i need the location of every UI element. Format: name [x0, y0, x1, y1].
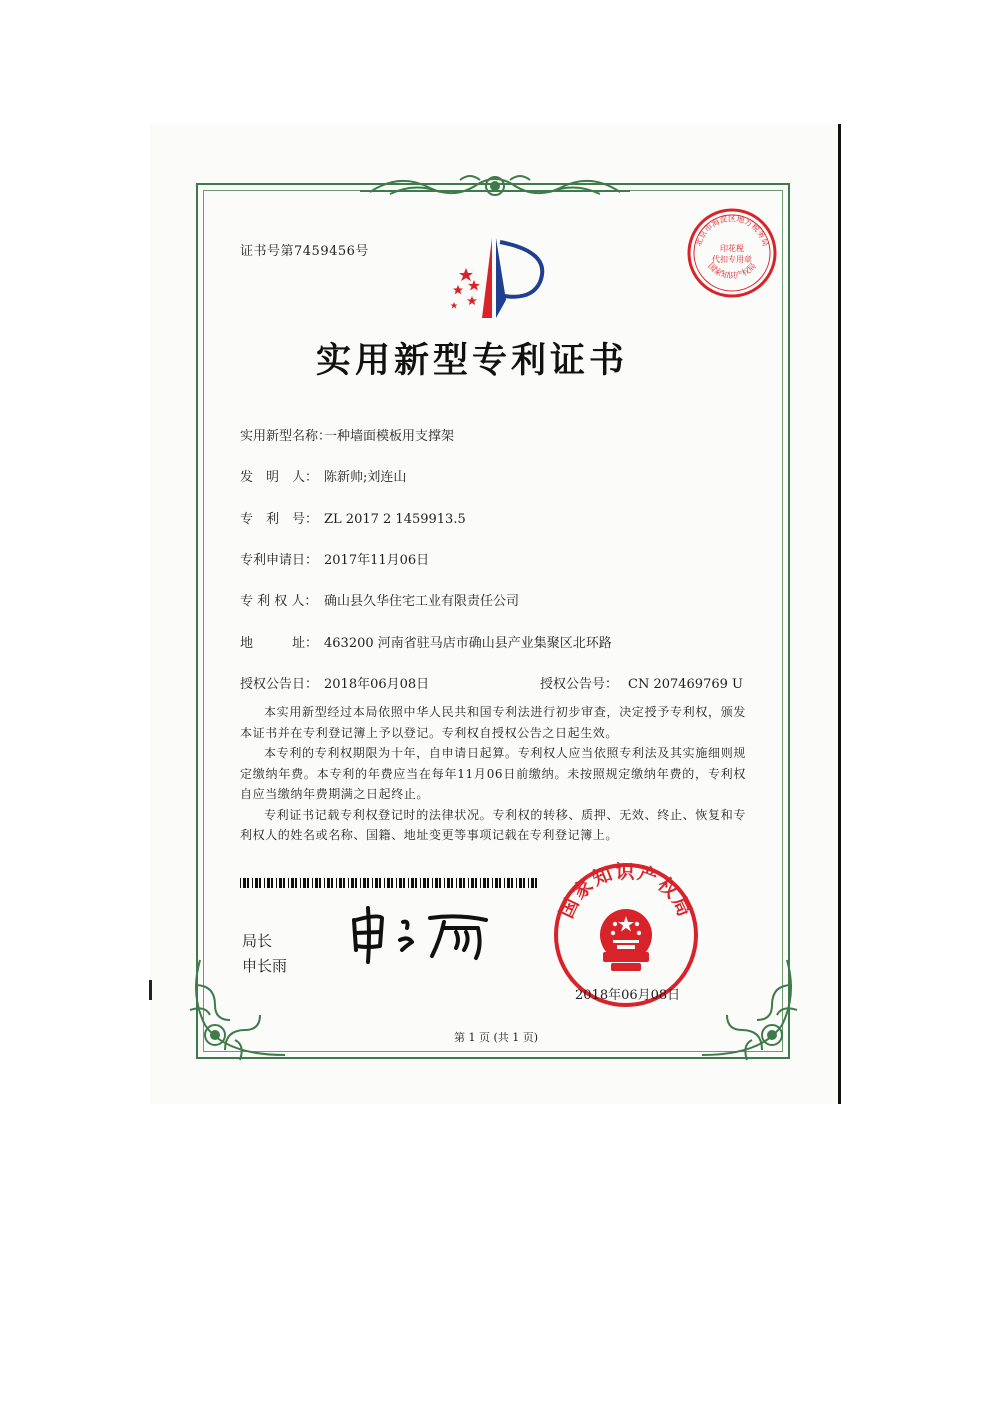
barcode-bar: [312, 878, 313, 888]
barcode-bar: [276, 878, 277, 888]
barcode: [240, 878, 540, 888]
barcode-bar: [267, 878, 270, 888]
barcode-bar: [295, 878, 297, 888]
body-paragraph: 本专利的专利权期限为十年，自申请日起算。专利权人应当依照专利法及其实施细则规定缴纳年费。本专利的年费应当在每年11月06日前缴纳。未按照规定缴纳年费的，专利权自应当缴纳年费期满之日起终止。: [240, 746, 746, 801]
barcode-bar: [435, 878, 438, 888]
field-utility-model-name: 实用新型名称：一种墙面模板用支撑架: [240, 429, 455, 444]
barcode-bar: [271, 878, 273, 888]
barcode-bar: [255, 878, 258, 888]
field-grant-date: 授权公告日： 2018年06月08日: [240, 677, 430, 692]
barcode-bar: [391, 878, 393, 888]
barcode-bar: [396, 878, 397, 888]
barcode-bar: [468, 878, 469, 888]
barcode-bar: [315, 878, 318, 888]
barcode-bar: [535, 878, 537, 888]
barcode-bar: [399, 878, 402, 888]
top-ornament: [360, 170, 630, 202]
barcode-bar: [375, 878, 378, 888]
body-paragraph: 专利证书记载专利权登记时的法律状况。专利权的转移、质押、无效、终止、恢复和专利权人的姓名或名称、国籍、地址变更等事项记载在专利登记簿上。: [240, 807, 746, 842]
barcode-bar: [411, 878, 414, 888]
barcode-bar: [492, 878, 493, 888]
barcode-bar: [363, 878, 366, 888]
barcode-bar: [339, 878, 342, 888]
certificate-number: 证书号第7459456号: [240, 244, 369, 259]
barcode-bar: [487, 878, 489, 888]
svg-text:北京市海淀区地方税务局: 北京市海淀区地方税务局: [693, 214, 771, 248]
barcode-bar: [384, 878, 385, 888]
barcode-bar: [423, 878, 426, 888]
barcode-bar: [279, 878, 282, 888]
director-title: 局长: [242, 932, 273, 950]
barcode-bar: [528, 878, 529, 888]
barcode-bar: [475, 878, 477, 888]
barcode-bar: [327, 878, 330, 888]
barcode-bar: [387, 878, 390, 888]
barcode-bar: [499, 878, 501, 888]
page-number: 第 1 页 (共 1 页): [453, 1031, 539, 1044]
barcode-bar: [355, 878, 357, 888]
barcode-bar: [447, 878, 450, 888]
barcode-bar: [519, 878, 522, 888]
barcode-bar: [451, 878, 453, 888]
barcode-bar: [264, 878, 265, 888]
barcode-bar: [336, 878, 337, 888]
barcode-bar: [252, 878, 253, 888]
barcode-bar: [439, 878, 441, 888]
barcode-bar: [504, 878, 505, 888]
director-name: 申长雨: [242, 957, 288, 975]
barcode-bar: [427, 878, 429, 888]
patent-office-emblem-icon: [444, 230, 554, 320]
body-paragraph: 本实用新型经过本局依照中华人民共和国专利法进行初步审查，决定授予专利权，颁发本证书并在专利登记簿上予以登记。专利权自授权公告之日起生效。: [240, 705, 746, 740]
field-patent-number: 专 利 号： ZL 2017 2 1459913.5: [240, 512, 466, 527]
barcode-bar: [324, 878, 325, 888]
barcode-bar: [511, 878, 513, 888]
field-patent-holder: 专 利 权 人： 确山县久华住宅工业有限责任公司: [240, 594, 520, 609]
barcode-bar: [408, 878, 409, 888]
barcode-bar: [288, 878, 289, 888]
barcode-bar: [300, 878, 301, 888]
svg-text:国家知识产权局: 国家知识产权局: [555, 860, 697, 922]
barcode-bar: [331, 878, 333, 888]
barcode-bar: [432, 878, 433, 888]
barcode-bar: [243, 878, 246, 888]
document-title: 实用新型专利证书: [316, 340, 629, 381]
barcode-bar: [456, 878, 457, 888]
barcode-bar: [444, 878, 445, 888]
barcode-bar: [403, 878, 405, 888]
barcode-bar: [495, 878, 498, 888]
svg-text:国家知识产权局: 国家知识产权局: [706, 261, 758, 281]
barcode-bar: [343, 878, 345, 888]
barcode-bar: [463, 878, 465, 888]
scan-edge: [838, 124, 841, 1104]
director-signature: [348, 906, 498, 964]
barcode-bar: [367, 878, 369, 888]
field-filing-date: 专利申请日： 2017年11月06日: [240, 553, 430, 568]
barcode-bar: [319, 878, 321, 888]
barcode-bar: [307, 878, 309, 888]
bottom-right-ornament: [692, 955, 802, 1065]
barcode-bar: [459, 878, 462, 888]
barcode-bar: [483, 878, 486, 888]
barcode-bar: [523, 878, 525, 888]
seal-date: 2018年06月08日: [575, 988, 681, 1003]
barcode-bar: [247, 878, 249, 888]
certificate-body: [240, 702, 746, 846]
barcode-bar: [360, 878, 361, 888]
barcode-bar: [372, 878, 373, 888]
barcode-bar: [379, 878, 381, 888]
barcode-bar: [507, 878, 510, 888]
svg-text:印花税: 印花税: [720, 244, 744, 253]
barcode-bar: [351, 878, 354, 888]
barcode-bar: [259, 878, 261, 888]
field-inventor: 发 明 人： 陈新帅;刘连山: [240, 470, 407, 485]
field-publication-number: 授权公告号： CN 207469769 U: [540, 677, 743, 692]
barcode-bar: [348, 878, 349, 888]
barcode-bar: [471, 878, 474, 888]
barcode-bar: [415, 878, 417, 888]
scan-edge-mark: [149, 980, 152, 1000]
tax-seal-stamp: [686, 207, 778, 299]
barcode-bar: [480, 878, 481, 888]
barcode-bar: [531, 878, 534, 888]
barcode-bar: [240, 878, 241, 888]
barcode-bar: [283, 878, 285, 888]
barcode-bar: [291, 878, 294, 888]
barcode-bar: [420, 878, 421, 888]
svg-text:代扣专用章: 代扣专用章: [712, 255, 752, 264]
barcode-bar: [516, 878, 517, 888]
field-address: 地 址： 463200 河南省驻马店市确山县产业集聚区北环路: [240, 636, 612, 651]
barcode-bar: [303, 878, 306, 888]
